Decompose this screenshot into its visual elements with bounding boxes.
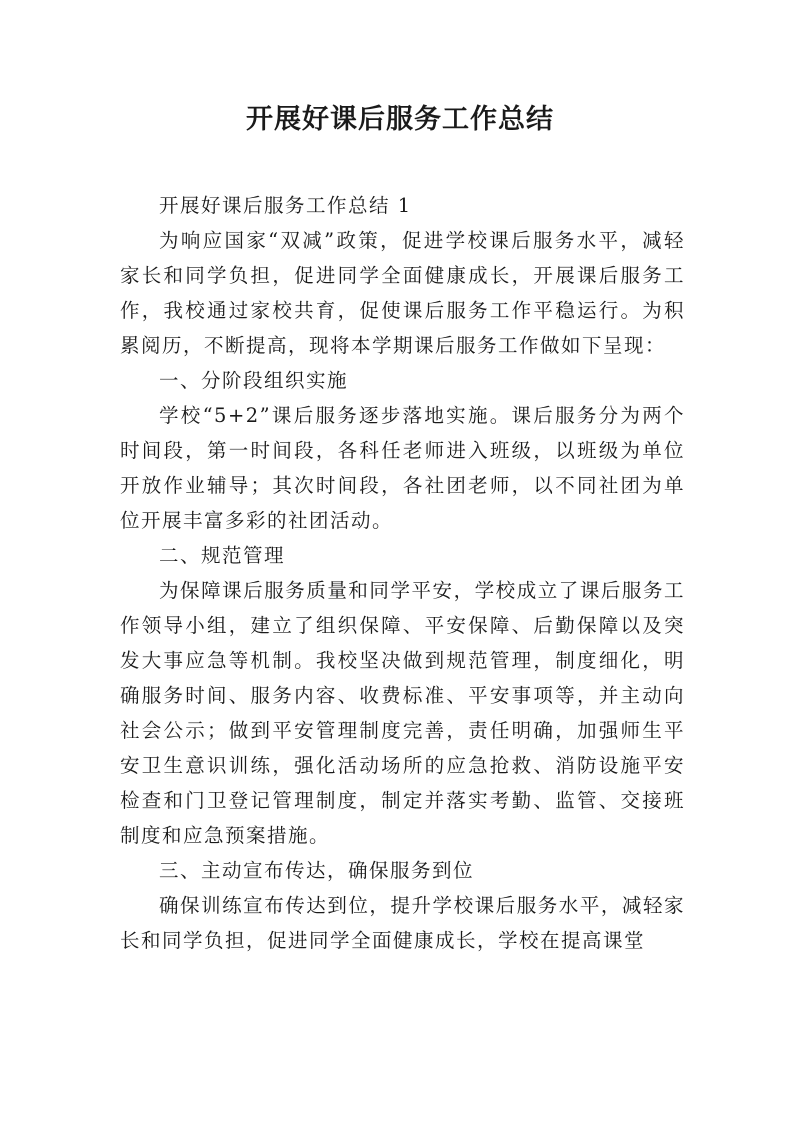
- document-title: 开展好课后服务工作总结: [246, 104, 554, 135]
- section-2-heading: 二、规范管理: [159, 544, 286, 567]
- subtitle: 开展好课后服务工作总结 1: [159, 194, 412, 217]
- section-1-heading: 一、分阶段组织实施: [159, 369, 349, 392]
- section-3-heading: 三、主动宣布传达，确保服务到位: [159, 859, 475, 882]
- section-1-paragraph: 学校“5+2”课后服务逐步落地实施。课后服务分为两个时间段，第一时间段，各科任老师进入班级，以班级为单位开放作业辅导；其次时间段，各社团老师，以不同社团为单位开展丰富多彩的社团活动。: [120, 404, 685, 532]
- document-body: [120, 188, 685, 958]
- intro-paragraph: 为响应国家“双减”政策，促进学校课后服务水平，减轻家长和同学负担，促进同学全面健康成长，开展课后服务工作，我校通过家校共育，促使课后服务工作平稳运行。为积累阅历，不断提高，现将本学期课后服务工作做如下呈现：: [120, 229, 685, 357]
- section-3-paragraph: 确保训练宣布传达到位，提升学校课后服务水平，减轻家长和同学负担，促进同学全面健康成长，学校在提高课堂: [120, 894, 685, 952]
- section-2-paragraph: 为保障课后服务质量和同学平安，学校成立了课后服务工作领导小组，建立了组织保障、平安保障、后勤保障以及突发大事应急等机制。我校坚决做到规范管理，制度细化，明确服务时间、服务内容、收费标准、平安事项等，并主动向社会公示；做到平安管理制度完善，责任明确，加强师生平安卫生意识训练，强化活动场所的应急抢救、消防设施平安检查和门卫登记管理制度，制定并落实考勤、监管、交接班制度和应急预案措施。: [120, 579, 685, 847]
